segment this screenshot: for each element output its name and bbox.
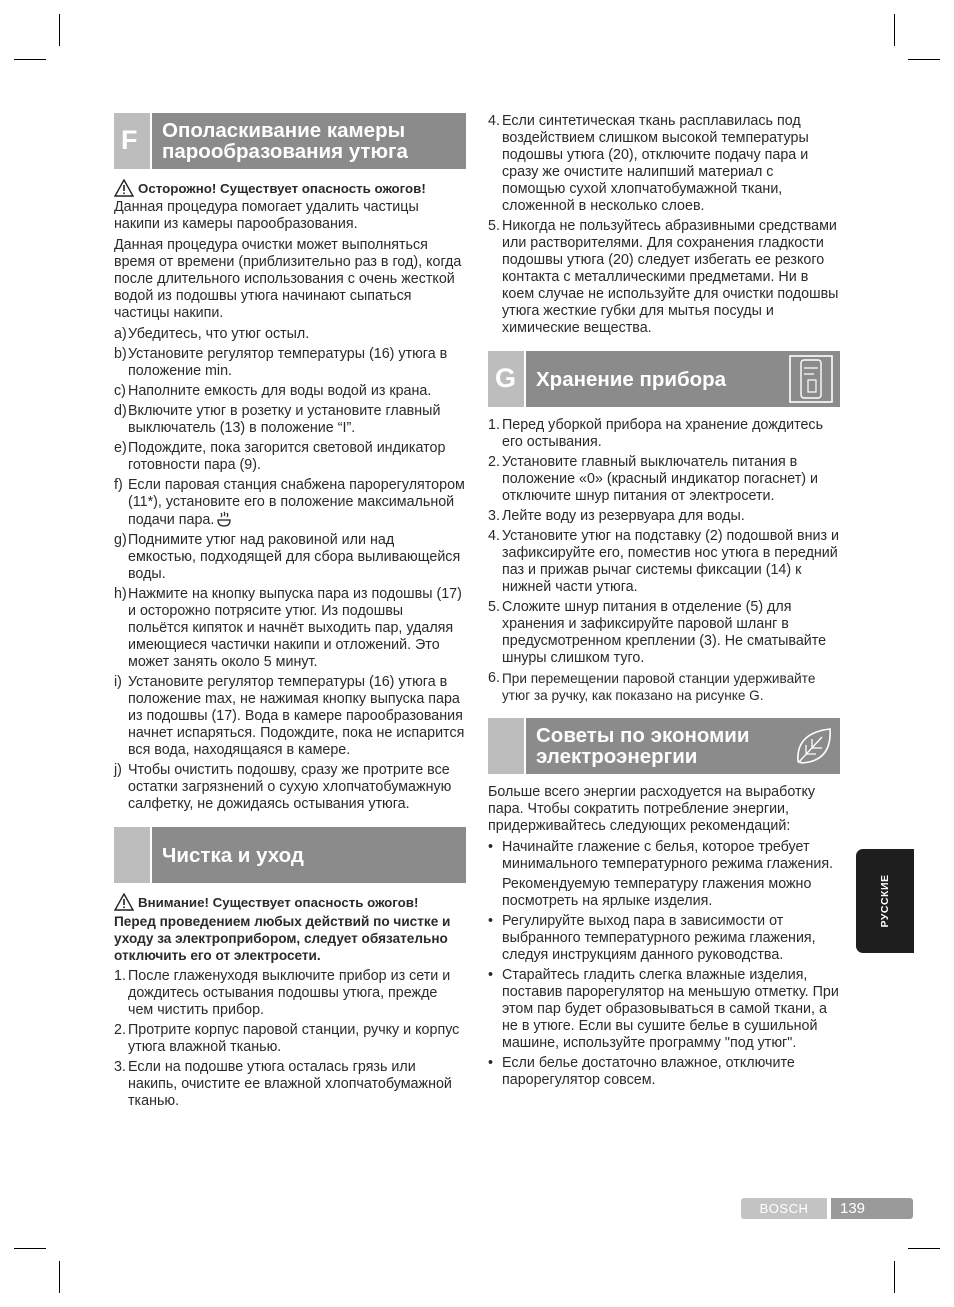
crop-mark — [894, 14, 895, 46]
bold-note: Перед проведением любых действий по чистке и уходу за электроприбором, следует обязательно отключить его от электросети. — [114, 914, 451, 963]
crop-mark — [59, 1261, 60, 1293]
list-text: Поднимите утюг над раковиной или над емкостью, подходящей для сбора выливающейся воды. — [128, 532, 461, 582]
warning-text: Осторожно! Существует опасность ожогов! — [138, 181, 426, 196]
section-letter-tab — [488, 718, 524, 774]
list-item — [114, 968, 466, 1019]
list-text: Если белье достаточно влажное, отключите парорегулятор совсем. — [502, 1055, 795, 1088]
list-text: Лейте воду из резервуара для воды. — [502, 508, 745, 524]
list-item — [488, 599, 840, 667]
bullet-marker: • — [488, 967, 494, 983]
paragraph: Больше всего энергии расходуется на выработку пара. Чтобы сократить потребление энергии, придерживайтесь следующих рекомендаций: — [488, 784, 816, 834]
list-text: Установите регулятор температуры (16) утюга в положение max, не нажимая кнопку выпуска пара из подошвы (17). Вода в камере парообразования начнет испаряться. Подождите, пока не испарится вся вода, находящаяся в камере. — [128, 674, 465, 758]
list-marker: 5. — [488, 599, 500, 615]
list-marker: 4. — [488, 528, 500, 544]
section-g-header — [488, 351, 840, 407]
crop-mark — [59, 14, 60, 46]
crop-mark — [908, 1248, 940, 1249]
list-marker: 5. — [488, 218, 500, 234]
list-text: Установите регулятор температуры (16) утюга в положение min. — [128, 346, 448, 379]
list-text: Регулируйте выход пара в зависимости от выбранного температурного режима глажения, следуя инструкциям данного руководства. — [502, 913, 816, 963]
crop-mark — [908, 59, 940, 60]
list-item — [114, 532, 466, 583]
bullet-item — [488, 1055, 840, 1089]
list-item — [488, 218, 840, 337]
section-title: Чистка и уход — [162, 843, 304, 867]
section-letter: G — [495, 363, 517, 393]
list-marker: e) — [114, 440, 127, 456]
list-item — [114, 674, 466, 759]
warning-line — [114, 179, 466, 197]
list-marker: 4. — [488, 113, 500, 129]
list-text: Старайтесь гладить слегка влажные изделия, поставив парорегулятор на меньшую отметку. При этом пар будет образовываться в самой ткани, а не в утюге. Если вы сушите белье в сушильной машине, используйте программу "под утюг". — [502, 967, 839, 1051]
left-column — [114, 113, 466, 1113]
list-marker: i) — [114, 674, 122, 690]
list-item — [114, 1059, 466, 1110]
section-title-box — [526, 718, 840, 774]
list-item — [488, 508, 840, 525]
list-text: Чтобы очистить подошву, сразу же протрите все остатки загрязнений о сухую хлопчатобумажную салфетку, не дожидаясь остывания утюга. — [128, 762, 452, 812]
section-title-box — [152, 113, 466, 169]
list-marker: b) — [114, 346, 127, 362]
crop-mark — [894, 1261, 895, 1293]
bullet-marker: • — [488, 913, 494, 929]
list-marker: c) — [114, 383, 126, 399]
section-letter-tab — [114, 113, 150, 169]
list-item — [114, 477, 466, 529]
bullet-item — [488, 839, 840, 910]
list-marker: 2. — [114, 1022, 126, 1038]
list-item — [114, 586, 466, 671]
eco-leaf-icon — [792, 723, 836, 769]
list-text: Никогда не пользуйтесь абразивными средствами или растворителями. Для сохранения гладкости подошвы утюга (20) следует избегать ее резкого контакта с металлическими предметами. Ни в коем случае не используйте для очистки подошвы утюга жесткие губки для мытья посуды и химические вещества. — [502, 218, 839, 336]
crop-mark — [14, 59, 46, 60]
section-letter: F — [121, 125, 138, 155]
list-text: Нажмите на кнопку выпуска пара из подошвы (17) и осторожно потрясите утюг. Из подошвы польётся кипяток и начнёт выходить пар, удаляя имеющиеся частички накипи и отложений. Это может занять около 5 минут. — [128, 586, 462, 670]
list-text: Наполните емкость для воды водой из крана. — [128, 383, 432, 399]
list-marker: 6. — [488, 670, 500, 686]
list-item — [114, 762, 466, 813]
list-text: Убедитесь, что утюг остыл. — [128, 326, 310, 342]
list-text: Подождите, пока загорится световой индикатор готовности пара (9). — [128, 440, 446, 473]
list-item — [114, 346, 466, 380]
section-care-header — [114, 827, 466, 883]
section-letter-tab — [488, 351, 524, 407]
list-text: Если на подошве утюга осталась грязь или накипь, очистите ее влажной хлопчатобумажной тканью. — [128, 1059, 452, 1109]
list-text: При перемещении паровой станции удерживайте утюг за ручку, как показано на рисунке G. — [502, 671, 816, 703]
list-text: Установите главный выключатель питания в положение «0» (красный индикатор погаснет) и отключите шнур питания от электросети. — [502, 454, 819, 504]
list-item — [488, 417, 840, 451]
language-label: РУССКИЕ — [879, 874, 891, 928]
bullet-item — [488, 967, 840, 1052]
paragraph: Данная процедура очистки может выполняться время от времени (приблизительно раз в год), когда после длительного использования с очень жесткой водой из подошвы утюга начинают сыпаться частицы накипи. — [114, 237, 462, 321]
warning-text: Внимание! Существует опасность ожогов! — [138, 895, 419, 910]
page-number: 139 — [831, 1198, 913, 1219]
list-text: Протрите корпус паровой станции, ручку и корпус утюга влажной тканью. — [128, 1022, 460, 1055]
list-item — [488, 528, 840, 596]
list-text: После глаженуходя выключите прибор из сети и дождитесь остывания подошвы утюга, прежде чем чистить прибор. — [128, 968, 451, 1018]
right-column — [488, 113, 840, 1092]
list-marker: 3. — [488, 508, 500, 524]
list-text: Если паровая станция снабжена парорегулятором (11*), установите его в положение максимальной подачи пара. — [128, 477, 465, 528]
section-energy-header — [488, 718, 840, 774]
section-letter-tab — [114, 827, 150, 883]
list-marker: 3. — [114, 1059, 126, 1075]
list-item — [114, 326, 466, 343]
warning-triangle-icon — [114, 179, 134, 197]
list-marker: 1. — [114, 968, 126, 984]
footer-brand: BOSCH — [741, 1198, 827, 1219]
bullet-item — [488, 913, 840, 964]
list-item — [488, 670, 840, 704]
section-title-box — [152, 827, 466, 883]
list-text: Перед уборкой прибора на хранение дождитесь его остывания. — [502, 417, 824, 450]
list-text: Рекомендуемую температуру глажения можно посмотреть на ярлыке изделия. — [502, 876, 812, 909]
list-marker: g) — [114, 532, 127, 548]
section-title-box — [526, 351, 840, 407]
section-title: Советы по экономии электроэнергии — [536, 724, 750, 768]
language-tab — [856, 849, 914, 953]
list-text: Начинайте глажение с белья, которое требует минимального температурного режима глажения. — [502, 839, 834, 872]
list-item — [114, 440, 466, 474]
list-marker: h) — [114, 586, 127, 602]
section-f-header — [114, 113, 466, 169]
section-title: Хранение прибора — [536, 367, 727, 391]
steam-max-icon — [216, 511, 232, 527]
list-text: Включите утюг в розетку и установите главный выключатель (13) в положение “I”. — [128, 403, 441, 436]
list-item — [114, 383, 466, 400]
list-marker: 2. — [488, 454, 500, 470]
warning-line — [114, 893, 466, 911]
list-text: Если синтетическая ткань расплавилась под воздействием слишком высокой температуры подошвы утюга (20), отключите подачу пара и сразу же очистите налипший материал с помощью сухой хлопчатобумажной ткани, сложенной в несколько слоев. — [502, 113, 809, 214]
list-item — [114, 1022, 466, 1056]
list-marker: j) — [114, 762, 122, 778]
storage-station-icon — [788, 354, 834, 404]
list-item — [488, 113, 840, 215]
list-marker: f) — [114, 477, 123, 493]
bullet-marker: • — [488, 1055, 494, 1071]
section-title: Ополаскивание камеры парообразования утюга — [162, 119, 408, 163]
list-marker: d) — [114, 403, 127, 419]
list-item — [488, 454, 840, 505]
list-marker: 1. — [488, 417, 500, 433]
warning-triangle-icon — [114, 893, 134, 911]
list-text: Установите утюг на подставку (2) подошвой вниз и зафиксируйте его, поместив нос утюга в передний паз и прижав рычаг системы фиксации (14) к нижней части утюга. — [502, 528, 840, 595]
bullet-marker: • — [488, 839, 494, 855]
list-text: Сложите шнур питания в отделение (5) для хранения и зафиксируйте паровой шланг в предусмотренном креплении (3). Не сматывайте шнуры слишком туго. — [502, 599, 827, 666]
list-item — [114, 403, 466, 437]
list-marker: a) — [114, 326, 127, 342]
crop-mark — [14, 1248, 46, 1249]
paragraph: Данная процедура помогает удалить частицы накипи из камеры парообразования. — [114, 199, 419, 232]
